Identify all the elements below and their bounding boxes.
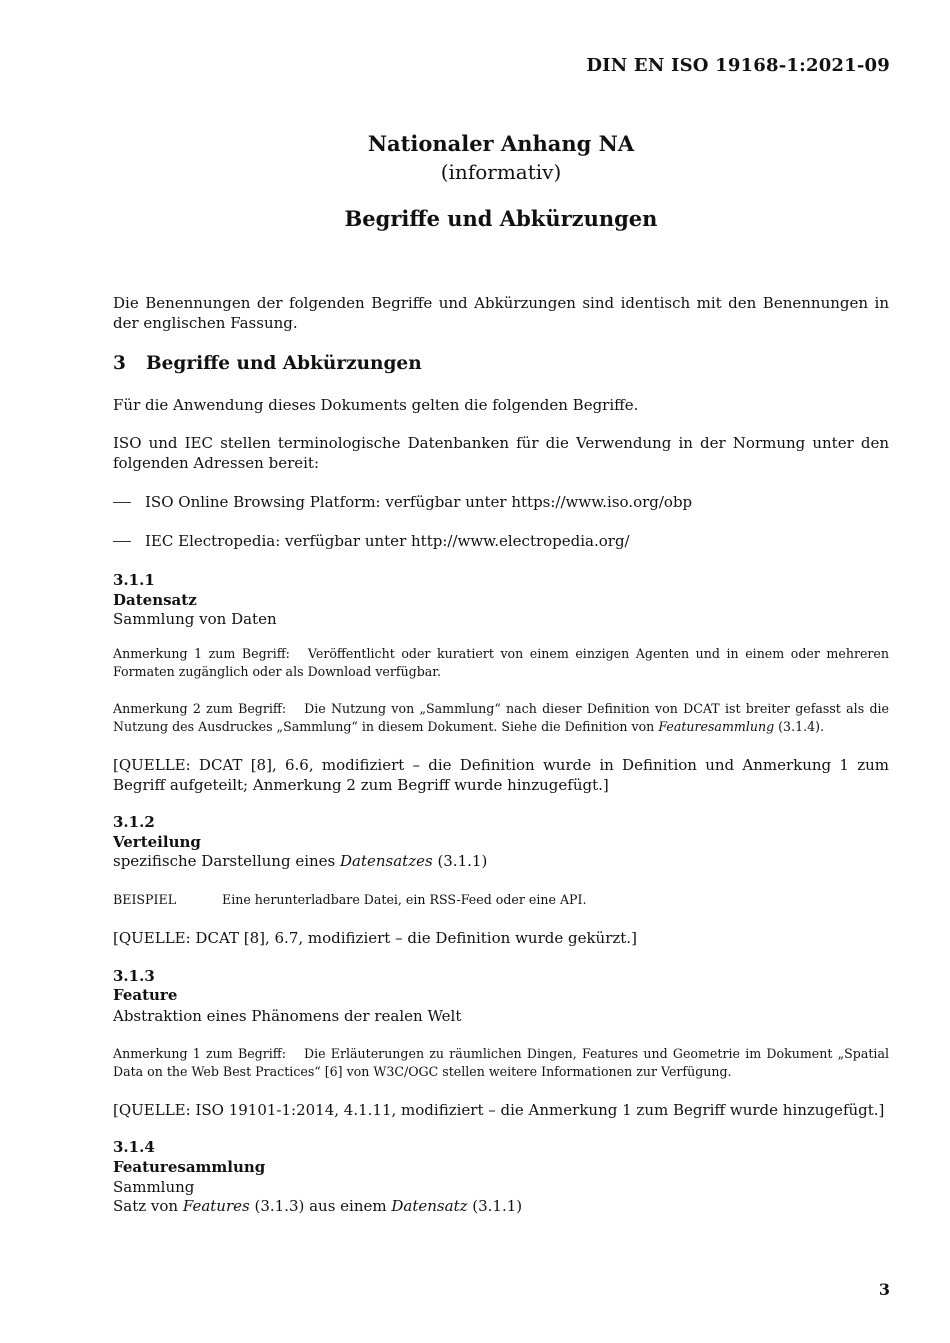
term-name: Featuresammlung (113, 1158, 266, 1176)
term-example: BEISPIEL Eine herunterladbare Datei, ein RSS-Feed oder eine API. (113, 892, 587, 907)
annex-title: Nationaler Anhang NA (367, 131, 635, 156)
example-label: BEISPIEL (113, 892, 177, 907)
term-definition: Sammlung von Daten (113, 610, 277, 628)
annex-subtitle: Begriffe und Abkürzungen (344, 206, 658, 231)
dash-bullet (113, 502, 131, 503)
term-source: [QUELLE: DCAT [8], 6.7, modifiziert – die Definition wurde gekürzt.] (113, 929, 637, 947)
term-note: Anmerkung 2 zum Begriff: Die Nutzung von „Sammlung“ nach dieser Definition von DCAT ist breiter gefasst als die Nutzung des Ausdruckes „Sammlung“ in diesem Dokument. Siehe die Definition von Featuresammlung (3.1.4). (113, 701, 889, 734)
list-item: IEC Electropedia: verfügbar unter http://www.electropedia.org/ (113, 532, 630, 550)
term-definition: Abstraktion eines Phänomens der realen Welt (113, 1007, 462, 1025)
term-source: [QUELLE: DCAT [8], 6.6, modifiziert – die Definition wurde in Definition und Anmerkung 1 zum Begriff aufgeteilt; Anmerkung 2 zum Begriff wurde hinzugefügt.] (113, 756, 889, 794)
term-name: Feature (113, 986, 178, 1004)
annex-type: (informativ) (440, 160, 562, 184)
term-number: 3.1.4 (113, 1138, 155, 1156)
dash-bullet (113, 541, 131, 542)
annex-intro: Die Benennungen der folgenden Begriffe und Abkürzungen sind identisch mit den Benennungen in der englischen Fassung. (113, 294, 889, 332)
term-number: 3.1.1 (113, 571, 155, 589)
list-item: ISO Online Browsing Platform: verfügbar unter https://www.iso.org/obp (113, 493, 692, 511)
note-label: Anmerkung 1 zum Begriff: (113, 1046, 286, 1061)
term-definition: spezifische Darstellung eines Datensatzes (3.1.1) (113, 852, 488, 870)
term-synonym: Sammlung (113, 1178, 195, 1196)
section-paragraph: Für die Anwendung dieses Dokuments gelten die folgenden Begriffe. (113, 396, 639, 414)
page-number: 3 (878, 1280, 890, 1299)
note-label: Anmerkung 1 zum Begriff: (113, 646, 290, 661)
term-number: 3.1.2 (113, 813, 155, 831)
section-heading (113, 353, 422, 374)
section-number: 3 (113, 353, 126, 374)
term-note: Anmerkung 1 zum Begriff: Veröffentlicht oder kuratiert von einem einzigen Agenten und in einem oder mehreren Formaten zugänglich oder als Download verfügbar. (113, 646, 889, 679)
document-id: DIN EN ISO 19168-1:2021-09 (586, 55, 890, 76)
section-title: Begriffe und Abkürzungen (146, 353, 422, 374)
term-name: Verteilung (113, 833, 201, 851)
section-paragraph: ISO und IEC stellen terminologische Datenbanken für die Verwendung in der Normung unter den folgenden Adressen bereit: (113, 434, 889, 472)
term-source: [QUELLE: ISO 19101-1:2014, 4.1.11, modifiziert – die Anmerkung 1 zum Begriff wurde hinzugefügt.] (113, 1101, 885, 1119)
note-label: Anmerkung 2 zum Begriff: (113, 701, 287, 716)
term-name: Datensatz (113, 591, 197, 609)
term-definition: Satz von Features (3.1.3) aus einem Datensatz (3.1.1) (113, 1197, 523, 1215)
term-number: 3.1.3 (113, 967, 155, 985)
term-note: Anmerkung 1 zum Begriff: Die Erläuterungen zu räumlichen Dingen, Features und Geometrie im Dokument „Spatial Data on the Web Best Practices“ [6] von W3C/OGC stellen weitere Informationen zur Verfügung. (113, 1046, 889, 1079)
